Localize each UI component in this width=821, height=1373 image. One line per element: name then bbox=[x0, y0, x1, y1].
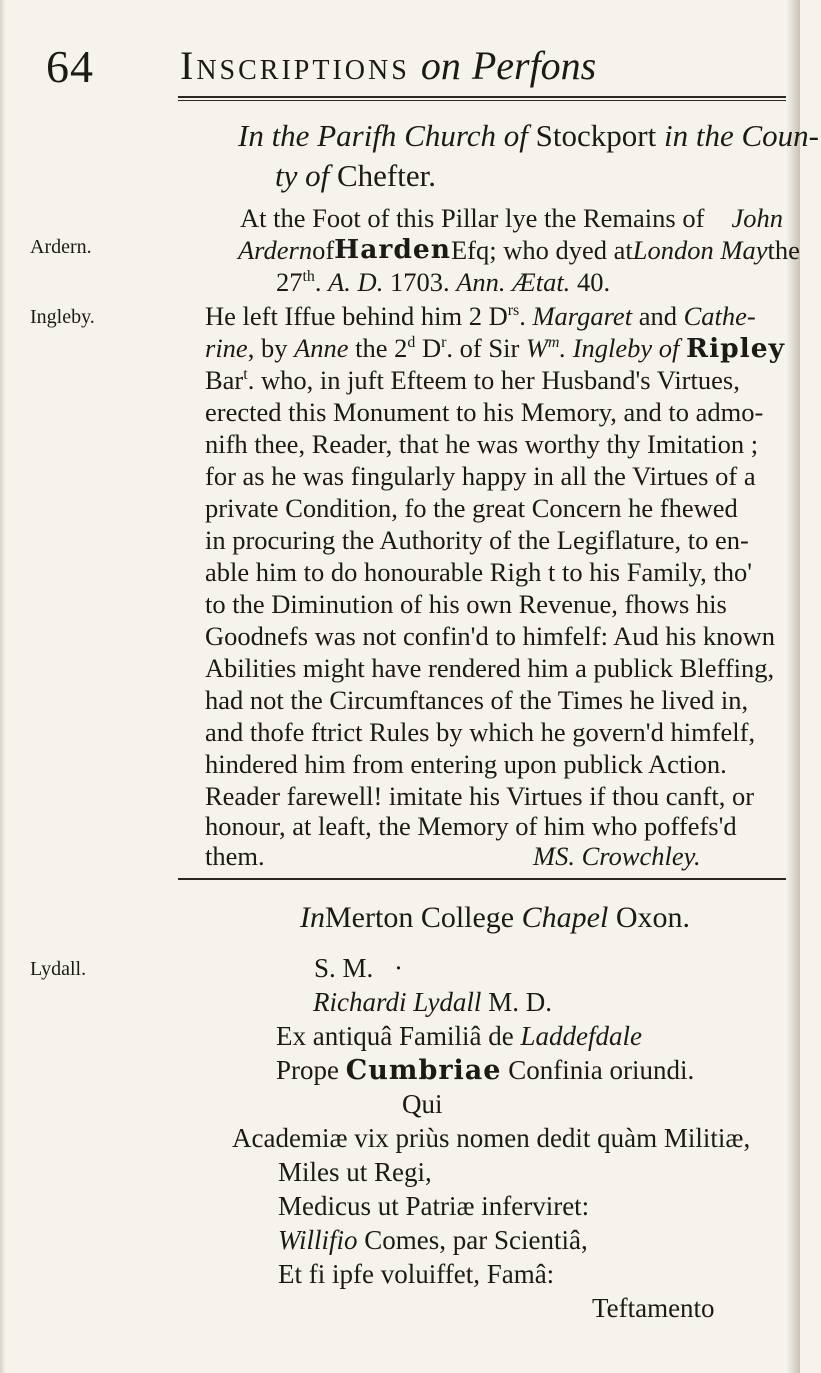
stockport-heading-line2: ty of Chefter. bbox=[275, 158, 436, 193]
running-head-persons: Perfons bbox=[471, 43, 597, 88]
merton-origin-line: Prope Cumbriae Confinia oriundi. bbox=[276, 1055, 695, 1086]
running-head bbox=[180, 42, 596, 89]
merton-medicus-line: Medicus ut Patriæ inferviret: bbox=[278, 1191, 590, 1221]
margin-note-lydall: Lydall. bbox=[30, 958, 87, 980]
page-number: 64 bbox=[46, 41, 94, 92]
source-citation: MS. Crowchley. bbox=[533, 841, 701, 871]
inscription-line-5: rine, by Anne the 2$^d$ $D^r$. of Sir $W^m$. Ingleby of Ripley bbox=[205, 333, 785, 364]
margin-note-ingleby: Ingleby. bbox=[30, 306, 95, 328]
inscription-line-15: Abilities might have rendered him a publick Bleffing, bbox=[205, 653, 775, 683]
inscription-line-21: them. MS. Crowchley. bbox=[205, 841, 701, 871]
merton-willifio-line: Willifio Comes, par Scientiâ, bbox=[278, 1225, 588, 1255]
inscription-line-19: Reader farewell! imitate his Virtues if thou canft, or bbox=[205, 781, 755, 811]
inscription-line-14: Goodnefs was not confin'd to himfelf: Aud his known bbox=[205, 621, 776, 651]
inscription-line-10: private Condition, fo the great Concern he fhewed bbox=[205, 493, 738, 523]
section-rule bbox=[178, 878, 786, 880]
inscription-line-11: in procuring the Authority of the Legiflature, to en- bbox=[205, 525, 749, 555]
inscription-line-4: He left Iffue behind him 2 $D^{rs}$. Margaret and Cathe- bbox=[205, 301, 756, 331]
inscription-line-7: erected this Monument to his Memory, and to admo- bbox=[205, 397, 764, 427]
merton-et-line: Et fi ipfe voluiffet, Famâ: bbox=[278, 1259, 555, 1289]
page-edge-shadow bbox=[786, 0, 800, 1373]
inscription-line-6: Bar$^t$. who, in juft Efteem to her Husband's Virtues, bbox=[205, 365, 740, 395]
inscription-line-12: able him to do honourable Righ t to his Family, tho' bbox=[205, 557, 753, 587]
inscription-line-16: had not the Circumftances of the Times he lived in, bbox=[205, 685, 749, 715]
inscription-line-13: to the Diminution of his own Revenue, fhows his bbox=[205, 589, 727, 619]
inscription-line-17: and thofe ftrict Rules by which he govern'd himfelf, bbox=[205, 717, 756, 747]
merton-family-line: Ex antiquâ Familiâ de Laddefdale bbox=[276, 1021, 642, 1051]
merton-academiae-line: Academiæ vix priùs nomen dedit quàm Militiæ, bbox=[232, 1123, 751, 1153]
merton-qui: Qui bbox=[402, 1089, 443, 1119]
inscription-line-8: nifh thee, Reader, that he was worthy thy Imitation ; bbox=[205, 429, 759, 459]
merton-heading: InMerton College Chapel Oxon. bbox=[300, 901, 690, 934]
merton-name-line: Richardi Lydall M. D. bbox=[313, 987, 552, 1017]
margin-note-ardern: Ardern. bbox=[30, 236, 92, 258]
inscription-line-1: At the Foot of this Pillar lye the Remains of John bbox=[240, 203, 783, 233]
catchword: Teftamento bbox=[592, 1293, 715, 1323]
running-head-title: Inscriptions bbox=[180, 43, 410, 88]
inscription-line-18: hindered him from entering upon publick Action. bbox=[205, 749, 727, 779]
inscription-line-2: Ardern of Harden Efq; who dyed at London May the bbox=[238, 234, 800, 265]
stockport-heading-line1: In the Parifh Church of Stockport in the Coun- bbox=[238, 118, 819, 153]
inscription-line-20: honour, at leaft, the Memory of him who poffefs'd bbox=[205, 811, 737, 841]
inscription-line-9: for as he was fingularly happy in all the Virtues of a bbox=[205, 461, 756, 491]
running-head-on: on bbox=[420, 43, 461, 88]
inscription-line-3: 27th. A. D. 1703. Ann. Ætat. 40. bbox=[276, 267, 611, 297]
page-gutter-shadow bbox=[0, 0, 6, 1373]
merton-sm: S. M. · bbox=[314, 953, 404, 983]
merton-miles-line: Miles ut Regi, bbox=[278, 1157, 432, 1187]
header-rule bbox=[178, 96, 786, 101]
